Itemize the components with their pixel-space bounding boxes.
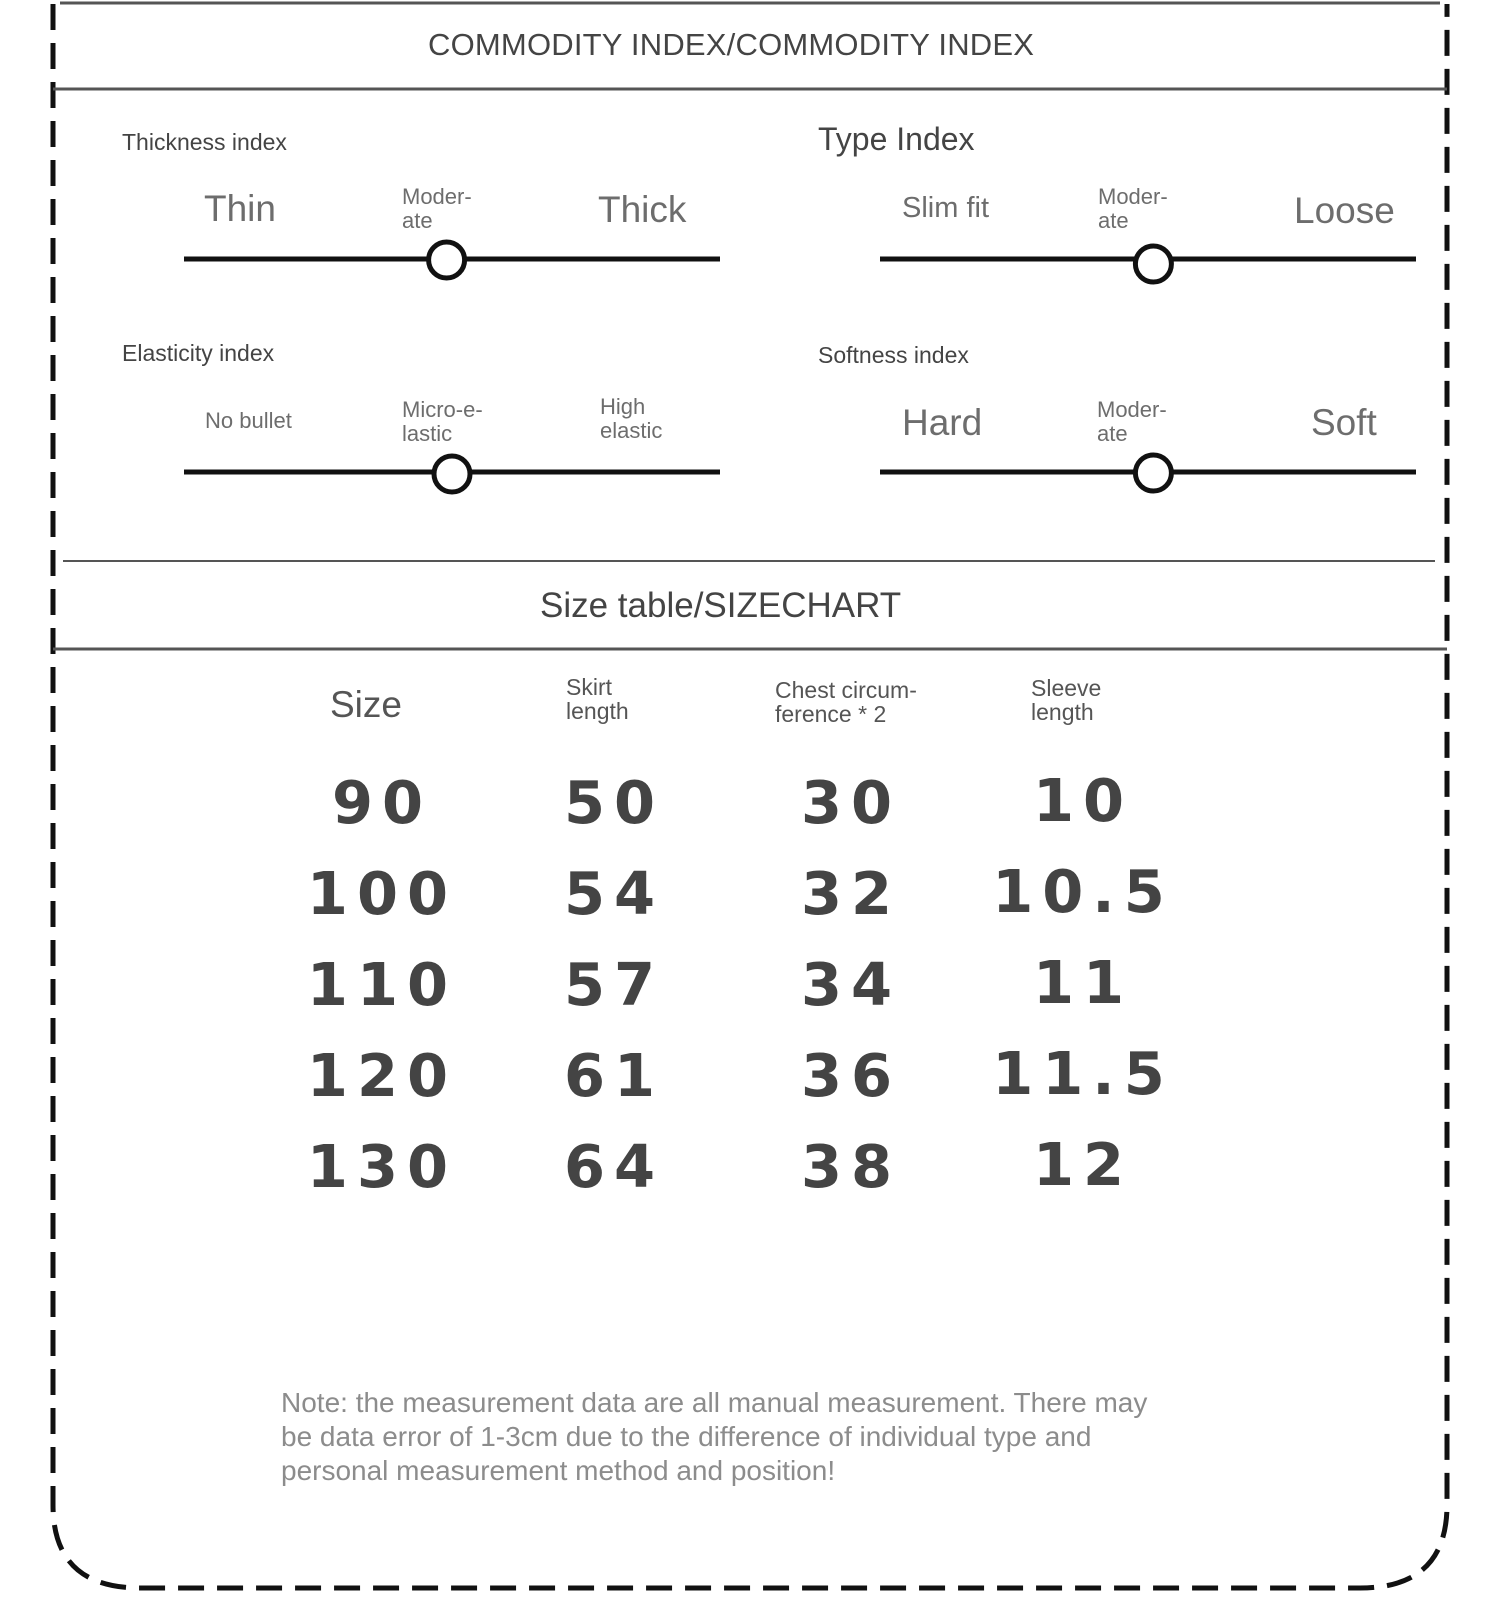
table-cell-size: 110 (306, 950, 458, 1019)
softness-index-title: Softness index (818, 342, 969, 368)
table-cell-skirt-length: 54 (563, 859, 665, 928)
elasticity-label-high-elastic: High elastic (600, 394, 663, 443)
commodity-index-title: COMMODITY INDEX/COMMODITY INDEX (428, 27, 1035, 62)
column-header-skirt-length: Skirt length (566, 674, 629, 724)
thickness-label-thick: Thick (598, 189, 687, 230)
type-label-loose: Loose (1294, 190, 1395, 231)
elasticity-knob (434, 456, 470, 492)
table-cell-sleeve-length: 11.5 (992, 1039, 1174, 1108)
table-cell-size: 90 (331, 768, 433, 837)
column-header-sleeve-length: Sleeve length (1031, 675, 1102, 725)
type-label-slim-fit: Slim fit (902, 192, 989, 224)
table-cell-skirt-length: 50 (563, 768, 665, 837)
softness-label-soft: Soft (1311, 402, 1377, 443)
thickness-label-thin: Thin (204, 188, 276, 229)
table-cell-sleeve-length: 11 (1032, 948, 1134, 1017)
table-cell-skirt-length: 61 (563, 1041, 665, 1110)
table-cell-skirt-length: 64 (563, 1132, 665, 1201)
table-cell-chest: 30 (800, 768, 902, 837)
table-cell-chest: 36 (800, 1041, 902, 1110)
thickness-index-title: Thickness index (122, 129, 287, 155)
type-index-title: Type Index (818, 121, 975, 157)
table-cell-sleeve-length: 12 (1032, 1130, 1134, 1199)
table-cell-chest: 38 (800, 1132, 902, 1201)
elasticity-label-no-bullet: No bullet (205, 408, 292, 433)
type-label-moderate: Moder-ate (1098, 184, 1168, 233)
softness-label-moderate: Moder-ate (1097, 397, 1167, 446)
table-cell-sleeve-length: 10 (1032, 766, 1134, 835)
table-cell-skirt-length: 57 (563, 950, 665, 1019)
type-knob (1135, 246, 1171, 282)
table-cell-size: 120 (306, 1041, 458, 1110)
table-cell-chest: 34 (800, 950, 902, 1019)
column-header-size: Size (330, 684, 402, 725)
table-cell-sleeve-length: 10.5 (992, 857, 1174, 926)
measurement-note: Note: the measurement data are all manual measurement. There may be data error of 1-3cm due to the difference of individual type and personal measurement method and position! (281, 1387, 1148, 1486)
table-cell-size: 100 (306, 859, 458, 928)
thickness-knob (429, 242, 465, 278)
elasticity-index-title: Elasticity index (122, 340, 275, 366)
softness-knob (1135, 455, 1171, 491)
softness-label-hard: Hard (902, 402, 983, 443)
elasticity-label-micro-elastic: Micro-e-lastic (402, 397, 483, 446)
table-cell-chest: 32 (800, 859, 902, 928)
thickness-label-moderate: Moder-ate (402, 184, 472, 233)
column-header-chest-circumference: Chest circum-ference * 2 (775, 677, 917, 727)
table-cell-size: 130 (306, 1132, 458, 1201)
size-chart-title: Size table/SIZECHART (540, 586, 902, 625)
